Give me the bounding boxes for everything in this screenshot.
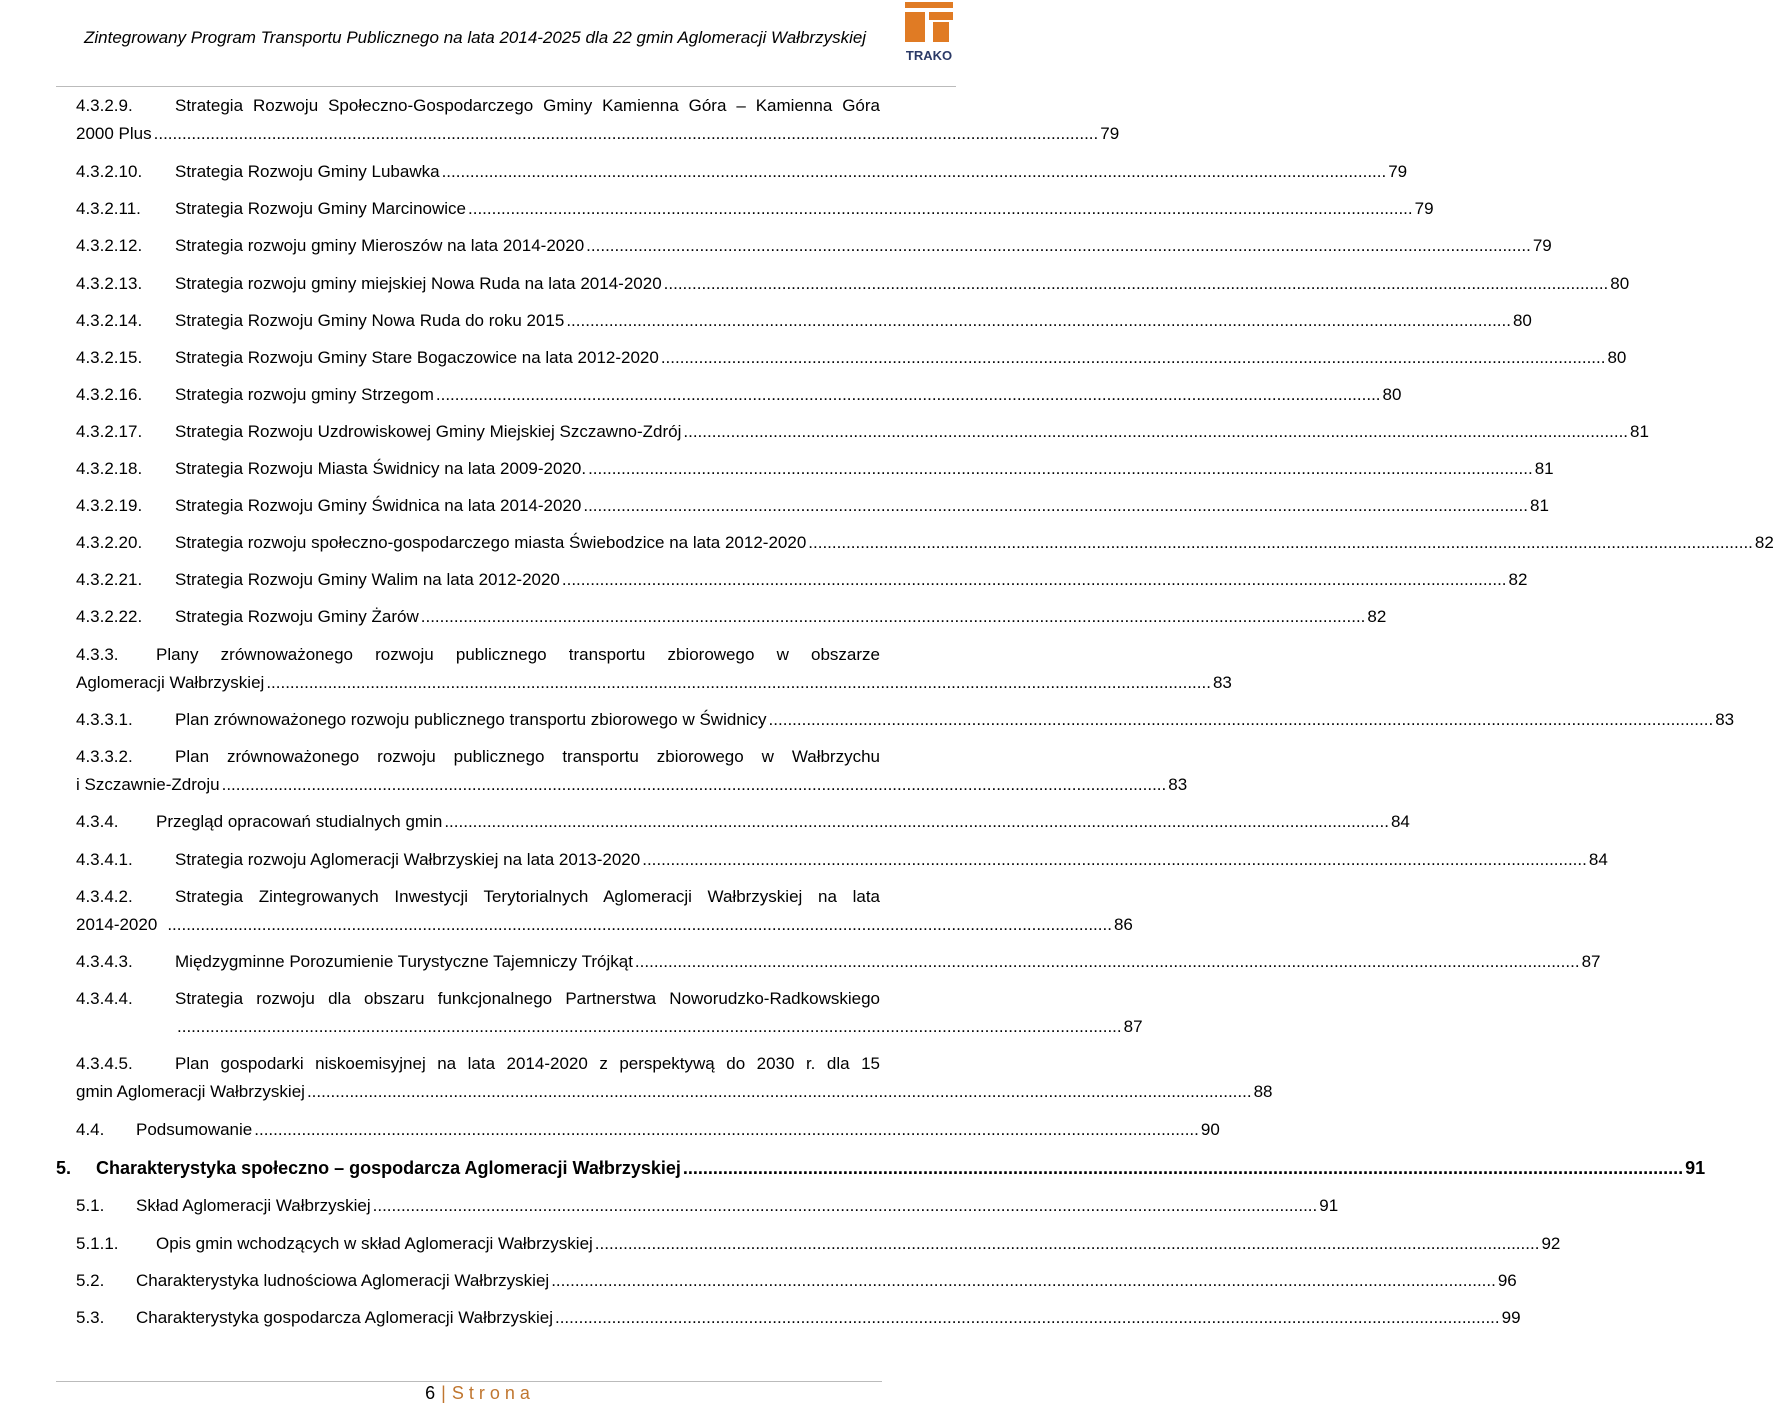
toc-entry[interactable] [76, 1192, 1339, 1220]
toc-dot-leader [421, 603, 1366, 631]
toc-dot-leader [566, 307, 1511, 335]
toc-dot-leader [254, 1116, 1199, 1144]
toc-entry[interactable] [76, 529, 1774, 557]
footer-divider [56, 1381, 882, 1382]
toc-entry-title: i Szczawnie-Zdroju [76, 775, 220, 794]
toc-entry[interactable] [76, 808, 1410, 836]
toc-entry-number: 4.3.2.20. [76, 533, 143, 552]
toc-entry-number: 4.3.4.4. [76, 989, 133, 1008]
toc-entry-number: 4.3.4.3. [76, 952, 133, 971]
toc-dot-leader [444, 808, 1389, 836]
toc-page-number: 79 [1414, 199, 1434, 218]
toc-entry-title: Strategia rozwoju gminy Strzegom [175, 385, 434, 404]
toc-entry-number: 4.3.3.2. [76, 747, 133, 766]
toc-entry-number: 4.3.4.1. [76, 850, 133, 869]
toc-dot-leader [635, 948, 1580, 976]
toc-page-number: 80 [1382, 385, 1402, 404]
toc-entry[interactable] [76, 270, 1630, 298]
toc-entry-title: Charakterystyka ludnościowa Aglomeracji Wałbrzyskiej [136, 1271, 550, 1290]
toc-entry[interactable] [76, 195, 1434, 223]
toc-dot-leader [307, 1078, 1252, 1106]
header-divider [56, 86, 956, 87]
toc-entry-title: Strategia rozwoju społeczno-gospodarczego miasta Świebodzice na lata 2012-2020 [175, 533, 807, 552]
toc-entry[interactable] [76, 603, 1387, 631]
toc-dot-leader [583, 492, 1528, 520]
toc-dot-leader [683, 1154, 1683, 1182]
toc-dot-leader [586, 232, 1531, 260]
toc-entry-title: Plan zrównoważonego rozwoju publicznego transportu zbiorowego w Świdnicy [175, 710, 767, 729]
toc-entry-number: 4.3.2.21. [76, 570, 143, 589]
toc-entry-number: 5.2. [76, 1271, 105, 1290]
toc-entry-title: Charakterystyka społeczno – gospodarcza Aglomeracji Wałbrzyskiej [96, 1158, 681, 1178]
toc-entry[interactable] [76, 344, 1627, 372]
toc-entry[interactable] [76, 985, 1143, 1041]
toc-entry[interactable] [76, 418, 1649, 446]
toc-entry-number: 4.3.4.2. [76, 887, 133, 906]
toc-entry-title: Strategia rozwoju gminy miejskiej Nowa Ruda na lata 2014-2020 [175, 274, 662, 293]
toc-dot-leader [222, 771, 1167, 799]
toc-page-number: 82 [1754, 533, 1774, 552]
toc-entry-number: 4.3.2.22. [76, 607, 143, 626]
toc-page-number: 83 [1168, 775, 1188, 794]
toc-page-number: 90 [1200, 1120, 1220, 1139]
toc-page-number: 81 [1630, 422, 1649, 441]
toc-entry[interactable] [76, 1304, 1521, 1332]
toc-entry-title: 2000 Plus [76, 124, 152, 143]
toc-page-number: 88 [1253, 1082, 1273, 1101]
toc-page-number: 91 [1319, 1196, 1339, 1215]
toc-entry-title: gmin Aglomeracji Wałbrzyskiej [76, 1082, 305, 1101]
toc-entry-number: 5. [56, 1158, 72, 1178]
toc-entry-title: Podsumowanie [136, 1120, 253, 1139]
toc-entry[interactable] [76, 706, 1735, 734]
toc-page-number: 99 [1501, 1308, 1521, 1327]
toc-entry-number: 5.3. [76, 1308, 105, 1327]
toc-entry-number: 4.3.2.12. [76, 236, 143, 255]
toc-page-number: 79 [1532, 236, 1552, 255]
toc-entry-number: 5.1. [76, 1196, 105, 1215]
toc-entry-number: 4.3.2.13. [76, 274, 143, 293]
toc-dot-leader [562, 566, 1507, 594]
toc-page-number: 82 [1508, 570, 1528, 589]
toc-entry-title-line: Strategia rozwoju dla obszaru funkcjonalnego Partnerstwa Noworudzko-Radkowskiego [175, 989, 880, 1008]
toc-page-number: 84 [1390, 812, 1410, 831]
toc-entry-title: Międzygminne Porozumienie Turystyczne Tajemniczy Trójkąt [175, 952, 633, 971]
toc-entry[interactable] [76, 1267, 1517, 1295]
toc-dot-leader [177, 1013, 1122, 1041]
toc-entry[interactable] [76, 455, 1554, 483]
toc-page-number: 96 [1497, 1271, 1517, 1290]
toc-entry[interactable] [76, 1050, 1273, 1106]
toc-entry-title: Strategia Rozwoju Gminy Walim na lata 2012-2020 [175, 570, 560, 589]
toc-entry[interactable] [76, 1230, 1561, 1258]
toc-entry-title: Strategia Rozwoju Miasta Świdnicy na lata 2009-2020. [175, 459, 587, 478]
toc-entry-title: Przegląd opracowań studialnych gmin [156, 812, 443, 831]
toc-dot-leader [154, 120, 1099, 148]
toc-entry-title: Skład Aglomeracji Wałbrzyskiej [136, 1196, 371, 1215]
toc-page-number: 86 [1113, 915, 1133, 934]
toc-entry-title-line: Strategia Zintegrowanych Inwestycji Terytorialnych Aglomeracji Wałbrzyskiej na lata [175, 887, 880, 906]
toc-dot-leader [551, 1267, 1496, 1295]
toc-dot-leader [555, 1304, 1500, 1332]
toc-entry-number: 4.3.2.15. [76, 348, 143, 367]
toc-entry-number: 4.3.2.19. [76, 496, 143, 515]
toc-entry-title-line: Strategia Rozwoju Społeczno-Gospodarczego Gminy Kamienna Góra – Kamienna Góra [175, 96, 880, 115]
toc-page-number: 87 [1581, 952, 1601, 971]
toc-entry-title-line: Plan gospodarki niskoemisyjnej na lata 2014-2020 z perspektywą do 2030 r. dla 15 [175, 1054, 880, 1073]
toc-dot-leader [167, 911, 1112, 939]
toc-page-number: 81 [1534, 459, 1554, 478]
toc-page-number: 92 [1541, 1234, 1561, 1253]
toc-page-number: 79 [1388, 162, 1408, 181]
toc-entry-number: 4.3.2.16. [76, 385, 143, 404]
toc-entry[interactable] [76, 232, 1552, 260]
toc-dot-leader [642, 846, 1587, 874]
toc-dot-leader [436, 381, 1381, 409]
toc-entry-number: 4.3.2.9. [76, 96, 133, 115]
toc-entry-title: Strategia Rozwoju Gminy Marcinowice [175, 199, 466, 218]
toc-page-number: 83 [1715, 710, 1735, 729]
toc-page-number: 82 [1367, 607, 1387, 626]
toc-page-number: 84 [1588, 850, 1608, 869]
toc-page-number: 81 [1529, 496, 1549, 515]
toc-entry[interactable] [76, 566, 1528, 594]
toc-page-number: 80 [1610, 274, 1630, 293]
toc-dot-leader [808, 529, 1753, 557]
toc-page-number: 91 [1685, 1158, 1706, 1178]
toc-entry-title: Strategia Rozwoju Gminy Nowa Ruda do roku 2015 [175, 311, 565, 330]
toc-dot-leader [595, 1230, 1540, 1258]
toc-entry[interactable] [76, 641, 1232, 697]
page-footer [0, 1383, 960, 1404]
toc-entry-title: 2014-2020 [76, 915, 158, 934]
toc-entry[interactable] [76, 846, 1608, 874]
toc-dot-leader [769, 706, 1714, 734]
toc-entry[interactable] [76, 92, 1120, 148]
toc-entry-title: Strategia Rozwoju Gminy Lubawka [175, 162, 440, 181]
toc-entry-title: Strategia Rozwoju Gminy Świdnica na lata 2014-2020 [175, 496, 582, 515]
trako-logo [903, 0, 955, 66]
toc-entry[interactable] [76, 883, 1133, 939]
toc-entry-number: 4.3.2.18. [76, 459, 143, 478]
toc-dot-leader [442, 158, 1387, 186]
toc-entry-title: Strategia Rozwoju Uzdrowiskowej Gminy Miejskiej Szczawno-Zdrój [175, 422, 682, 441]
toc-entry-title: Opis gmin wchodzących w skład Aglomeracji Wałbrzyskiej [156, 1234, 593, 1253]
page-number: 6 [425, 1383, 436, 1403]
toc-dot-leader [468, 195, 1413, 223]
toc-page-number: 87 [1123, 1017, 1143, 1036]
toc-entry-title: Strategia rozwoju gminy Mieroszów na lata 2014-2020 [175, 236, 585, 255]
toc-dot-leader [266, 669, 1211, 697]
toc-entry-title: Strategia rozwoju Aglomeracji Wałbrzyskiej na lata 2013-2020 [175, 850, 641, 869]
toc-entry-number: 4.3.2.17. [76, 422, 143, 441]
toc-entry-number: 4.3.2.14. [76, 311, 143, 330]
toc-entry-number: 4.3.4. [76, 812, 119, 831]
toc-entry-number: 4.4. [76, 1120, 105, 1139]
toc-entry-number: 5.1.1. [76, 1234, 119, 1253]
toc-entry-title: Charakterystyka gospodarcza Aglomeracji Wałbrzyskiej [136, 1308, 553, 1327]
toc-entry-number: 4.3.3. [76, 645, 119, 664]
toc-entry-title: Strategia Rozwoju Gminy Stare Bogaczowice na lata 2012-2020 [175, 348, 659, 367]
toc-dot-leader [373, 1192, 1318, 1220]
toc-entry-title-line: Plan zrównoważonego rozwoju publicznego transportu zbiorowego w Wałbrzychu [175, 747, 880, 766]
toc-entry-number: 4.3.4.5. [76, 1054, 133, 1073]
toc-entry-number: 4.3.2.10. [76, 162, 143, 181]
toc-entry-number: 4.3.2.11. [76, 199, 141, 218]
toc-page-number: 80 [1607, 348, 1627, 367]
toc-dot-leader [588, 455, 1533, 483]
logo-text: TRAKO [905, 48, 953, 63]
footer-separator: | [441, 1383, 446, 1403]
toc-entry[interactable] [76, 1116, 1220, 1144]
toc-dot-leader [683, 418, 1628, 446]
toc-page-number: 79 [1100, 124, 1120, 143]
toc-entry[interactable] [76, 307, 1532, 335]
toc-page-number: 83 [1212, 673, 1232, 692]
toc-dot-leader [661, 344, 1606, 372]
toc-entry[interactable] [76, 743, 1188, 799]
document-header-title: Zintegrowany Program Transportu Publicznego na lata 2014-2025 dla 22 gmin Aglomeracji Wałbrzyskiej [84, 28, 867, 47]
toc-entry-title: Strategia Rozwoju Gminy Żarów [175, 607, 419, 626]
toc-entry[interactable] [76, 492, 1549, 520]
toc-entry[interactable] [76, 948, 1601, 976]
toc-entry[interactable] [76, 381, 1402, 409]
footer-label: Strona [451, 1383, 535, 1403]
toc-entry[interactable] [56, 1154, 1706, 1182]
toc-entry[interactable] [76, 158, 1408, 186]
toc-entry-title-line: Plany zrównoważonego rozwoju publicznego transportu zbiorowego w obszarze [156, 645, 880, 664]
toc-entry-number: 4.3.3.1. [76, 710, 133, 729]
toc-entry-title: Aglomeracji Wałbrzyskiej [76, 673, 265, 692]
toc-page-number: 80 [1512, 311, 1532, 330]
toc-dot-leader [664, 270, 1609, 298]
